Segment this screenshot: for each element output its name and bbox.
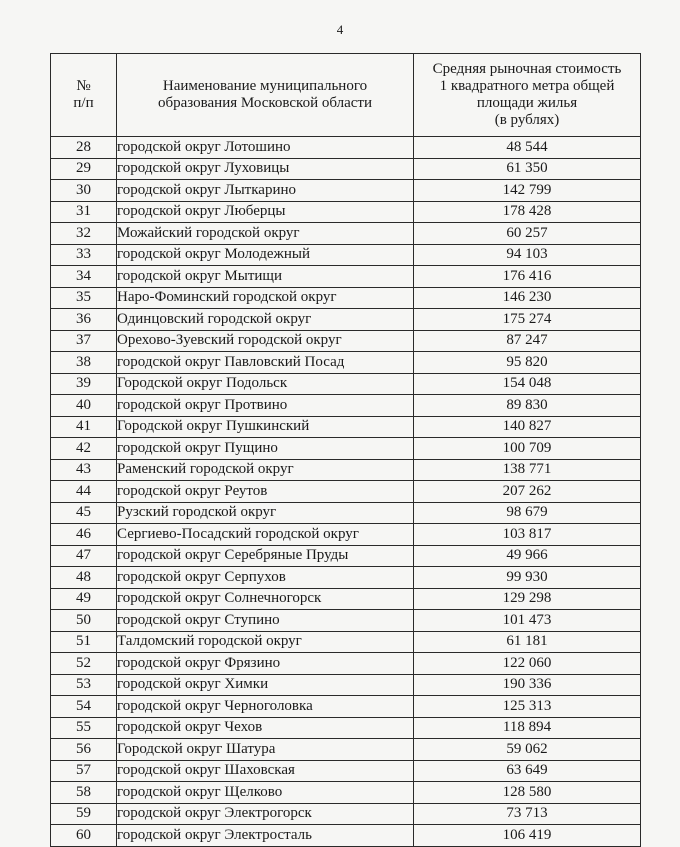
- row-number: 57: [51, 760, 117, 782]
- cost-per-sqm: 122 060: [414, 653, 641, 675]
- row-number: 31: [51, 201, 117, 223]
- table-row: [51, 760, 641, 782]
- municipality-name: городской округ Мытищи: [117, 266, 414, 288]
- cost-per-sqm: 99 930: [414, 567, 641, 589]
- municipality-name: Городской округ Шатура: [117, 739, 414, 761]
- table-row: [51, 739, 641, 761]
- municipality-name: городской округ Солнечногорск: [117, 588, 414, 610]
- table-header: [51, 54, 641, 137]
- page-number: 4: [336, 22, 344, 37]
- table-row: [51, 524, 641, 546]
- municipality-name: городской округ Лыткарино: [117, 180, 414, 202]
- table-row: [51, 395, 641, 417]
- cost-per-sqm: 87 247: [414, 330, 641, 352]
- row-number: 39: [51, 373, 117, 395]
- cost-per-sqm: 61 350: [414, 158, 641, 180]
- row-number: 36: [51, 309, 117, 331]
- table-row: [51, 610, 641, 632]
- municipality-name: городской округ Щелково: [117, 782, 414, 804]
- row-number: 53: [51, 674, 117, 696]
- cost-per-sqm: 129 298: [414, 588, 641, 610]
- municipality-name: Орехово-Зуевский городской округ: [117, 330, 414, 352]
- row-number: 30: [51, 180, 117, 202]
- table-row: [51, 631, 641, 653]
- table-row: [51, 782, 641, 804]
- row-number: 46: [51, 524, 117, 546]
- row-number: 48: [51, 567, 117, 589]
- table-row: [51, 137, 641, 159]
- municipality-name: Одинцовский городской округ: [117, 309, 414, 331]
- municipality-name: городской округ Лотошино: [117, 137, 414, 159]
- table-row: [51, 696, 641, 718]
- cost-per-sqm: 60 257: [414, 223, 641, 245]
- municipality-name: городской округ Реутов: [117, 481, 414, 503]
- cost-per-sqm: 89 830: [414, 395, 641, 417]
- table-row: [51, 502, 641, 524]
- cost-per-sqm: 59 062: [414, 739, 641, 761]
- cost-per-sqm: 49 966: [414, 545, 641, 567]
- cost-per-sqm: 103 817: [414, 524, 641, 546]
- municipality-name: городской округ Серебряные Пруды: [117, 545, 414, 567]
- header-cost: Средняя рыночная стоимость 1 квадратного метра общей площади жилья (в рублях): [414, 54, 641, 137]
- table-header-row: [51, 54, 641, 137]
- table-row: [51, 416, 641, 438]
- municipality-name: Талдомский городской округ: [117, 631, 414, 653]
- row-number: 32: [51, 223, 117, 245]
- housing-cost-table: [50, 53, 641, 847]
- table-row: [51, 459, 641, 481]
- municipality-name: Городской округ Пушкинский: [117, 416, 414, 438]
- cost-per-sqm: 178 428: [414, 201, 641, 223]
- row-number: 40: [51, 395, 117, 417]
- row-number: 45: [51, 502, 117, 524]
- row-number: 49: [51, 588, 117, 610]
- row-number: 54: [51, 696, 117, 718]
- cost-per-sqm: 175 274: [414, 309, 641, 331]
- table-row: [51, 266, 641, 288]
- table-row: [51, 180, 641, 202]
- row-number: 56: [51, 739, 117, 761]
- table-row: [51, 330, 641, 352]
- municipality-name: городской округ Серпухов: [117, 567, 414, 589]
- table-row: [51, 653, 641, 675]
- municipality-name: городской округ Павловский Посад: [117, 352, 414, 374]
- municipality-name: Городской округ Подольск: [117, 373, 414, 395]
- row-number: 35: [51, 287, 117, 309]
- row-number: 28: [51, 137, 117, 159]
- cost-per-sqm: 146 230: [414, 287, 641, 309]
- cost-per-sqm: 128 580: [414, 782, 641, 804]
- municipality-name: городской округ Шаховская: [117, 760, 414, 782]
- cost-per-sqm: 140 827: [414, 416, 641, 438]
- table-row: [51, 567, 641, 589]
- cost-per-sqm: 94 103: [414, 244, 641, 266]
- municipality-name: городской округ Электросталь: [117, 825, 414, 847]
- table-row: [51, 481, 641, 503]
- cost-per-sqm: 101 473: [414, 610, 641, 632]
- table-row: [51, 158, 641, 180]
- row-number: 51: [51, 631, 117, 653]
- table-row: [51, 244, 641, 266]
- row-number: 47: [51, 545, 117, 567]
- row-number: 58: [51, 782, 117, 804]
- cost-per-sqm: 73 713: [414, 803, 641, 825]
- row-number: 55: [51, 717, 117, 739]
- cost-per-sqm: 98 679: [414, 502, 641, 524]
- table-row: [51, 352, 641, 374]
- municipality-name: Раменский городской округ: [117, 459, 414, 481]
- table-row: [51, 545, 641, 567]
- row-number: 59: [51, 803, 117, 825]
- table-row: [51, 588, 641, 610]
- row-number: 38: [51, 352, 117, 374]
- municipality-name: Рузский городской округ: [117, 502, 414, 524]
- municipality-name: городской округ Луховицы: [117, 158, 414, 180]
- row-number: 44: [51, 481, 117, 503]
- cost-per-sqm: 100 709: [414, 438, 641, 460]
- cost-per-sqm: 63 649: [414, 760, 641, 782]
- table-row: [51, 717, 641, 739]
- municipality-name: городской округ Люберцы: [117, 201, 414, 223]
- cost-per-sqm: 48 544: [414, 137, 641, 159]
- municipality-name: Наро-Фоминский городской округ: [117, 287, 414, 309]
- municipality-name: Можайский городской округ: [117, 223, 414, 245]
- cost-per-sqm: 142 799: [414, 180, 641, 202]
- table-row: [51, 223, 641, 245]
- cost-per-sqm: 176 416: [414, 266, 641, 288]
- row-number: 50: [51, 610, 117, 632]
- table-row: [51, 825, 641, 847]
- table-row: [51, 674, 641, 696]
- table-row: [51, 309, 641, 331]
- municipality-name: городской округ Протвино: [117, 395, 414, 417]
- municipality-name: городской округ Электрогорск: [117, 803, 414, 825]
- row-number: 43: [51, 459, 117, 481]
- table-body: [51, 137, 641, 847]
- municipality-name: городской округ Фрязино: [117, 653, 414, 675]
- municipality-name: городской округ Чехов: [117, 717, 414, 739]
- row-number: 37: [51, 330, 117, 352]
- municipality-name: городской округ Химки: [117, 674, 414, 696]
- row-number: 41: [51, 416, 117, 438]
- row-number: 34: [51, 266, 117, 288]
- cost-per-sqm: 154 048: [414, 373, 641, 395]
- table-row: [51, 287, 641, 309]
- table-row: [51, 201, 641, 223]
- municipality-name: городской округ Пущино: [117, 438, 414, 460]
- table-row: [51, 373, 641, 395]
- cost-per-sqm: 138 771: [414, 459, 641, 481]
- cost-per-sqm: 106 419: [414, 825, 641, 847]
- municipality-name: городской округ Черноголовка: [117, 696, 414, 718]
- row-number: 52: [51, 653, 117, 675]
- row-number: 29: [51, 158, 117, 180]
- header-num: № п/п: [51, 54, 117, 137]
- header-name: Наименование муниципального образования Московской области: [117, 54, 414, 137]
- row-number: 42: [51, 438, 117, 460]
- cost-per-sqm: 207 262: [414, 481, 641, 503]
- municipality-name: городской округ Ступино: [117, 610, 414, 632]
- cost-per-sqm: 118 894: [414, 717, 641, 739]
- table-row: [51, 803, 641, 825]
- cost-per-sqm: 61 181: [414, 631, 641, 653]
- cost-per-sqm: 125 313: [414, 696, 641, 718]
- cost-per-sqm: 190 336: [414, 674, 641, 696]
- table-row: [51, 438, 641, 460]
- row-number: 33: [51, 244, 117, 266]
- row-number: 60: [51, 825, 117, 847]
- municipality-name: Сергиево-Посадский городской округ: [117, 524, 414, 546]
- municipality-name: городской округ Молодежный: [117, 244, 414, 266]
- cost-per-sqm: 95 820: [414, 352, 641, 374]
